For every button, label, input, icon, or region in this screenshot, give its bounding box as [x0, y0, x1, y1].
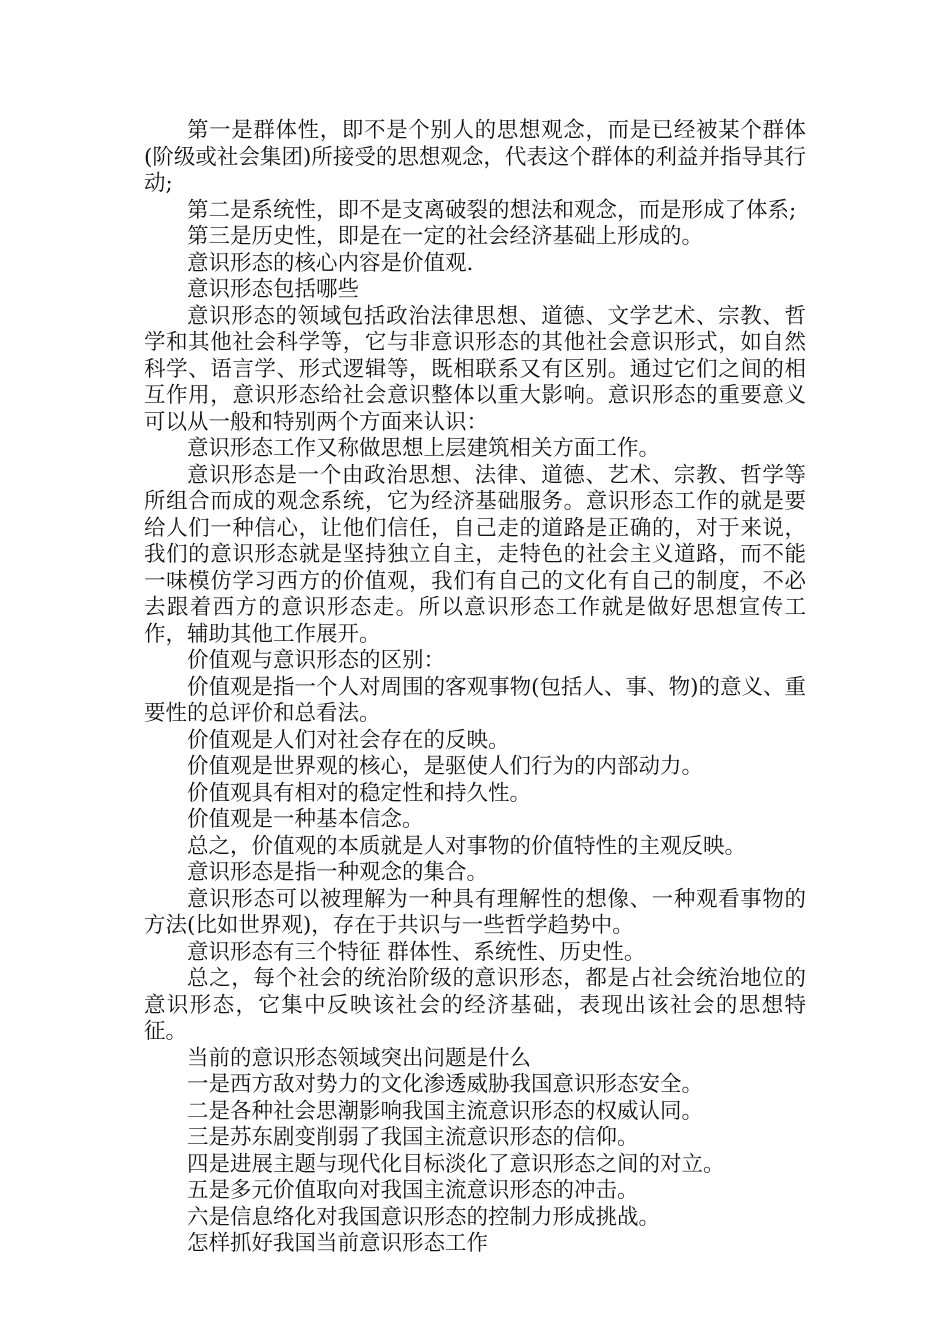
list-item: 二是各种社会思潮影响我国主流意识形态的权威认同。 — [187, 1098, 704, 1124]
paragraph: 价值观是世界观的核心，是驱使人们行为的内部动力。 — [187, 754, 704, 779]
list-item: 六是信息络化对我国意识形态的控制力形成挑战。 — [187, 1204, 661, 1230]
paragraph: 价值观具有相对的稳定性和持久性。 — [187, 780, 532, 806]
paragraph: 第二是系统性，即不是支离破裂的想法和观念，而是形成了体系; — [187, 197, 797, 223]
paragraph: 总之，价值观的本质就是人对事物的价值特性的主观反映。 — [187, 833, 747, 859]
paragraph: 意识形态是一个由政治思想、法律、道德、艺术、宗教、哲学等所组合而成的观念系统，它为经济基础服务。意识形态工作的就是要给人们一种信心，让他们信任，自己走的道路是正确的，对于来说，我们的意识形态就是坚持独立自主，走特色的社会主义道路，而不能一味模仿学习西方的价值观，我们有自己的文化有自己的制度，不必去跟着西方的意识形态走。所以意识形态工作就是做好思想宣传工作，辅助其他工作展开。 — [144, 462, 806, 647]
list-item: 一是西方敌对势力的文化渗透威胁我国意识形态安全。 — [187, 1072, 704, 1097]
section-heading: 怎样抓好我国当前意识形态工作 — [187, 1231, 489, 1256]
paragraph: 意识形态工作又称做思想上层建筑相关方面工作。 — [187, 436, 661, 461]
section-heading: 意识形态包括哪些 — [187, 277, 360, 302]
paragraph: 意识形态的领域包括政治法律思想、道德、文学艺术、宗教、哲学和其他社会科学等，它与非意识形态的其他社会意识形式，如自然科学、语言学、形式逻辑等，既相联系又有区别。通过它们之间的相互作用，意识形态给社会意识整体以重大影响。意识形态的重要意义可以从一般和特别两个方面来认识： — [144, 303, 806, 435]
paragraph: 意识形态是指一种观念的集合。 — [187, 860, 489, 885]
section-heading: 价值观与意识形态的区别： — [187, 648, 446, 673]
paragraph: 价值观是一种基本信念。 — [187, 807, 424, 832]
paragraph: 总之，每个社会的统治阶级的意识形态，都是占社会统治地位的意识形态，它集中反映该社会的经济基础，表现出该社会的思想特征。 — [144, 966, 806, 1044]
paragraph: 意识形态的核心内容是价值观. — [187, 250, 474, 276]
paragraph: 第三是历史性，即是在一定的社会经济基础上形成的。 — [187, 224, 704, 249]
section-heading: 当前的意识形态领域突出问题是什么 — [187, 1045, 532, 1071]
paragraph: 价值观是人们对社会存在的反映。 — [187, 727, 510, 753]
paragraph: 意识形态有三个特征 群体性、系统性、历史性。 — [187, 939, 646, 965]
paragraph: 意识形态可以被理解为一种具有理解性的想像、一种观看事物的方法(比如世界观)，存在于共识与一些哲学趋势中。 — [144, 886, 806, 938]
paragraph: 价值观是指一个人对周围的客观事物(包括人、事、物)的意义、重要性的总评价和总看法。 — [144, 674, 806, 726]
paragraph: 第一是群体性，即不是个别人的思想观念，而是已经被某个群体(阶级或社会集团)所接受的思想观念，代表这个群体的利益并指导其行动; — [144, 118, 806, 196]
list-item: 四是进展主题与现代化目标淡化了意识形态之间的对立。 — [187, 1151, 725, 1177]
document-body — [144, 118, 806, 1258]
list-item: 三是苏东剧变削弱了我国主流意识形态的信仰。 — [187, 1125, 639, 1150]
list-item: 五是多元价值取向对我国主流意识形态的冲击。 — [187, 1178, 639, 1203]
